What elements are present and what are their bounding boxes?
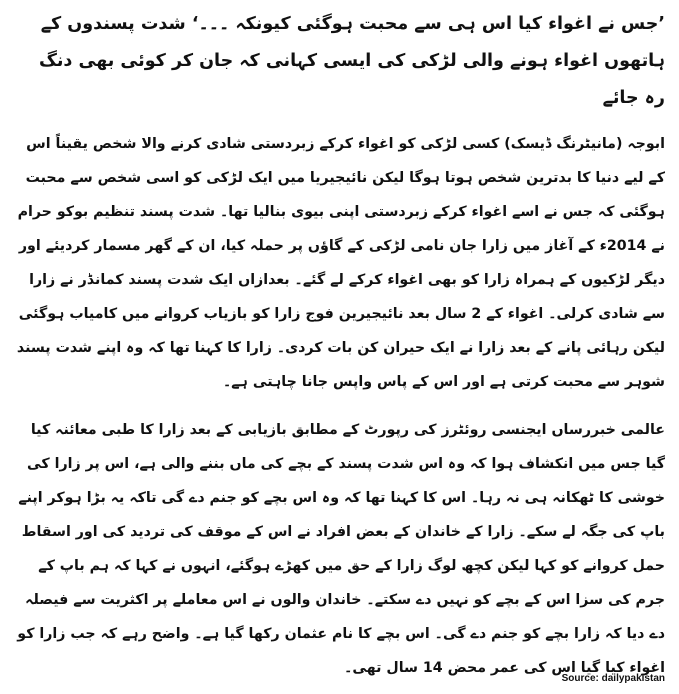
article-paragraph-1: ابوجہ (مانیٹرنگ ڈیسک) کسی لڑکی کو اغواء کرکے زبردستی شادی کرنے والا شخص یقیناً اس کے لیے دنیا کا بدترین شخص ہوتا ہوگا لیکن نائیجیریا میں ایک لڑکی کو اسی شخص سے محبت ہوگئی کہ جس نے اسے اغواء کرکے زبردستی اپنی بیوی بنالیا تھا۔ شدت پسند تنظیم بوکو حرام نے 2014ء کے آغاز میں زارا جان نامی لڑکی کے گاؤں پر حملہ کیا، ان کے گھر مسمار کردیئے اور دیگر لڑکیوں کے ہمراہ زارا کو بھی اغواء کرکے لے گئے۔ بعدازاں ایک شدت پسند کمانڈر نے زارا سے شادی کرلی۔ اغواء کے 2 سال بعد نائیجیرین فوج زارا کو بازیاب کروانے میں کامیاب ہوگئی لیکن رہائی پانے کے بعد زارا نے ایک حیران کن بات کردی۔ زارا کا کہنا تھا کہ وہ اپنے شدت پسند شوہر سے محبت کرتی ہے اور اس کے پاس واپس جانا چاہتی ہے۔ (16, 136, 665, 390)
source-credit: Source: dailypakistan (561, 673, 665, 684)
article-paragraph-2: عالمی خبررساں ایجنسی روئٹرز کی رپورٹ کے مطابق بازیابی کے بعد زارا کا طبی معائنہ کیا گیا جس میں انکشاف ہوا کہ وہ اس شدت پسند کے بچے کی ماں بننے والی ہے، اس پر زارا کی خوشی کا ٹھکانہ ہی نہ رہا۔ اس کا کہنا تھا کہ وہ اس بچے کو جنم دے گی تاکہ یہ بڑا ہوکر اپنے باپ کی جگہ لے سکے۔ زارا کے خاندان کے بعض افراد نے اس کے موقف کی تردید کی اور اسقاط حمل کروانے کو کہا لیکن کچھ لوگ زارا کے حق میں کھڑے ہوگئے، انہوں نے کہا کہ ہم باپ کے جرم کی سزا اس کے بچے کو نہیں دے سکتے۔ خاندان والوں نے اس معاملے پر اکثریت سے فیصلہ دے دیا کہ زارا بچے کو جنم دے گی۔ اس بچے کا نام عثمان رکھا گیا ہے۔ واضح رہے کہ جب زارا کو اغواء کیا گیا اس کی عمر محض 14 سال تھی۔ (17, 422, 665, 676)
article-headline: ’جس نے اغواء کیا اس ہی سے محبت ہوگئی کیونکہ ۔۔۔‘ شدت پسندوں کے ہاتھوں اغواء ہونے والی لڑکی کی ایسی کہانی کہ جان کر کوئی بھی دنگ رہ جائے (38, 14, 665, 108)
article (14, 6, 665, 685)
